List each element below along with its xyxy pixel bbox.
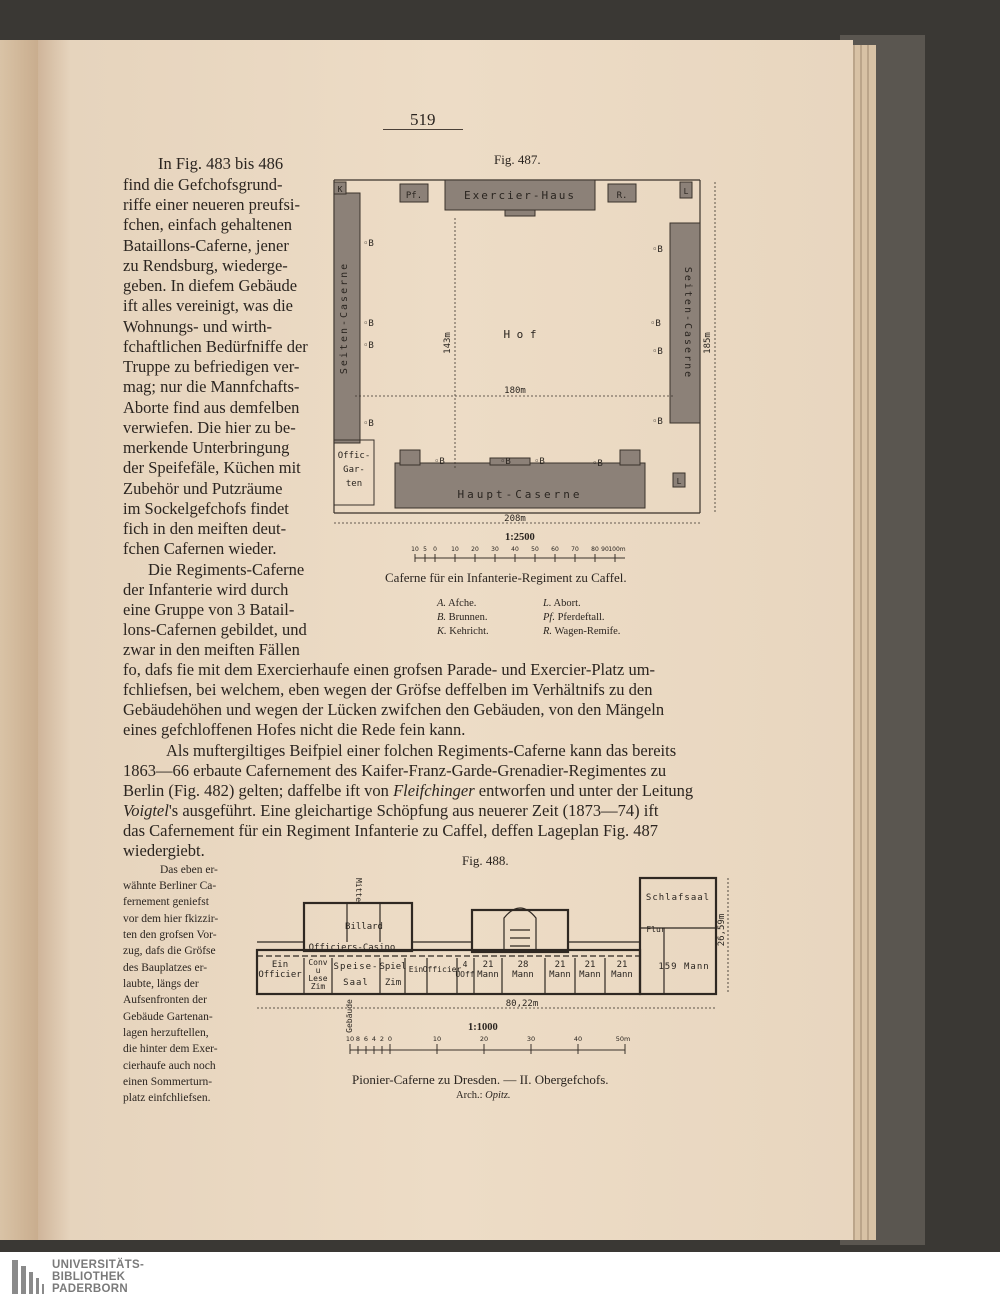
logo-text-line: PADERBORN (52, 1283, 128, 1295)
note-line: vor dem hier fkizzir- (123, 913, 219, 925)
legend-text: Kehricht. (449, 626, 489, 637)
text-span: Berlin (Fig. 482) gelten; daffelbe ift von (123, 781, 394, 800)
brunnen-marker: ◦B (592, 459, 603, 469)
text-line: Aborte find aus demfelben (123, 398, 300, 417)
text-line (123, 781, 693, 801)
figure-487-site-plan (330, 168, 730, 538)
brunnen-marker: ◦B (652, 245, 663, 255)
officier-garten-label: Gar- (343, 465, 365, 475)
room-label-ein-officier: Ein (271, 960, 289, 970)
text-line: Als muftergiltiges Beifpiel einer folchen Regiments-Caferne kann das bereits (166, 741, 677, 760)
l-label: L (683, 187, 689, 196)
legend-item (437, 612, 487, 623)
text-line: zu Rendsburg, wiederge- (123, 256, 288, 275)
figure-488-scale-label: 1:1000 (468, 1022, 498, 1033)
figure-487-scale-label: 1:2500 (505, 532, 535, 543)
library-logo-icon (10, 1258, 48, 1296)
text-line: geben. In diefem Gebäude (123, 276, 298, 295)
legend-key: K. (437, 626, 447, 637)
room-label-4-uoff: 4 (462, 960, 468, 969)
legend-key: B. (437, 612, 447, 623)
text-line: der Infanterie wird durch (123, 580, 289, 599)
note-line: Das eben er- (160, 864, 218, 876)
scale-tick-label: 10 (345, 1035, 355, 1043)
text-line: Bataillons-Caferne, jener (123, 236, 289, 255)
room-label-ein-officier-2: Ein (408, 965, 424, 974)
text-line: fchen Cafernen wieder. (123, 539, 277, 558)
note-line: des Bauplatzes er- (123, 962, 208, 974)
room-label-schlafsaal: Schlafsaal (645, 893, 711, 903)
scale-tick-label: 4 (371, 1035, 377, 1043)
k-label: K (337, 185, 343, 194)
text-line: fo, dafs fie mit dem Exercierhaufe einen grofsen Parade- und Exercier-Platz um- (123, 660, 656, 679)
text-line: fchaftlichen Bedürfniffe der (123, 337, 308, 356)
note-line: platz einfchliefsen. (123, 1092, 211, 1104)
room-label-conv-lese: Conv (308, 958, 328, 967)
dim-185-label: 185m (703, 332, 713, 354)
legend-text: Brunnen. (448, 612, 488, 623)
room-label-officiers-casino: Officiers-Casino (308, 943, 396, 953)
legend-text: Pferdeftall. (557, 612, 605, 623)
note-line: ten den grofsen Vor- (123, 929, 217, 941)
legend-key: A. (437, 598, 447, 609)
figure-487-caption: Caferne für ein Infanterie-Regiment zu Caffel. (385, 570, 627, 585)
dim-height-label: 26,59m (717, 913, 727, 947)
text-line: ift alles vereinigt, was die (123, 296, 293, 315)
scale-tick-label: 70 (571, 546, 579, 553)
note-line: einen Sommerturn- (123, 1076, 213, 1088)
scale-tick-label: 50 (531, 546, 539, 553)
text-line: fich in den meiften deut- (123, 519, 287, 538)
room-label-conv-lese: Lese (308, 974, 328, 983)
room-label-mitte: Mitte (354, 877, 363, 903)
brunnen-marker: ◦B (652, 417, 663, 427)
room-label-speise-saal: Saal (343, 978, 369, 988)
figure-488-architect (456, 1090, 511, 1101)
scale-tick-label: 80 (591, 546, 599, 553)
text-line: In Fig. 483 bis 486 (158, 154, 284, 173)
scale-tick-label: 10 (411, 546, 419, 553)
brunnen-marker: ◦B (363, 319, 374, 329)
text-line: find die Gefchofsgrund- (123, 175, 283, 194)
room-label-21-mann: 21 (554, 960, 566, 970)
logo-text-line: BIBLIOTHEK (52, 1271, 126, 1283)
note-line: lagen herzuftellen, (123, 1027, 209, 1039)
scale-tick-label: 20 (479, 1035, 489, 1043)
scale-tick-label: 8 (355, 1035, 361, 1043)
text-line: 1863—66 erbaute Cafernement des Kaifer-Franz-Garde-Grenadier-Regimentes zu (123, 761, 667, 780)
brunnen-marker: ◦B (652, 347, 663, 357)
room-label-28-mann: Mann (512, 970, 534, 980)
footer-bar (0, 1252, 1000, 1302)
scale-tick-label: 10 (432, 1035, 442, 1043)
scale-tick-label: 100m (608, 546, 626, 553)
room-label-21-mann: Mann (477, 970, 499, 980)
dim-width-label: 80,22m (505, 999, 539, 1009)
text-line: fchen, einfach gehaltenen (123, 215, 293, 234)
figure-487-scale-bar (410, 542, 630, 564)
page-number: 519 (410, 110, 436, 129)
text-line: fchliefsen, bei welchem, eben wegen der Gröfse deffelben im Verhältnifs zu den (123, 680, 653, 699)
text-span: entworfen und unter der Leitung (474, 781, 694, 800)
seiten-caserne-right-label: Seiten-Caserne (682, 266, 693, 380)
room-label-spiel-zim: Spiel (379, 962, 407, 972)
figure-488-label: Fig. 488. (462, 853, 509, 868)
room-label-21-mann: 21 (584, 960, 596, 970)
scale-tick-label: 50m (615, 1035, 631, 1043)
note-line: laubte, längs der (123, 978, 199, 990)
room-label-ein-officier: Officier (258, 970, 302, 980)
scale-tick-label: 0 (387, 1035, 393, 1043)
hof-label: H o f (503, 328, 537, 341)
note-line: fernement geniefst (123, 896, 209, 908)
brunnen-marker: ◦B (534, 457, 545, 467)
room-label-spiel-zim: Zim (384, 978, 402, 988)
officier-garten-label: ten (345, 479, 363, 489)
room-label-ein-officier-2: Officier (422, 965, 462, 974)
room-label-21-mann: 21 (482, 960, 494, 970)
text-line: wiedergiebt. (123, 841, 205, 860)
room-label-159-mann: 159 Mann (658, 962, 710, 972)
dim-143-label: 143m (443, 332, 453, 354)
figure-488-scale-bar (345, 1032, 635, 1056)
text-line: im Sockelgefchofs findet (123, 499, 289, 518)
figure-488-floor-plan (252, 868, 742, 1038)
dim-180-label: 180m (504, 386, 526, 396)
exercier-haus-label: Exercier-Haus (463, 189, 577, 202)
legend-item (543, 598, 581, 609)
room-label-21-mann: Mann (579, 970, 601, 980)
text-line: Die Regiments-Caferne (148, 560, 305, 579)
room-label-flur: Flur (646, 925, 666, 934)
text-line: Gebäudehöhen und wegen der Lücken zwifchen den Gebäuden, von den Mängeln (123, 700, 665, 719)
brunnen-marker: ◦B (500, 457, 511, 467)
brunnen-marker: ◦B (363, 341, 374, 351)
room-label-billard: Billard (345, 922, 383, 932)
legend-key: R. (543, 626, 553, 637)
text-line: verwiefen. Die hier zu be- (123, 418, 296, 437)
note-line: Aufsenfronten der (123, 994, 207, 1006)
legend-item (437, 598, 476, 609)
legend-key: Pf. (543, 612, 555, 623)
seiten-caserne-left-label: Seiten-Caserne (339, 261, 350, 375)
room-label-21-mann: Mann (611, 970, 633, 980)
page-number-rule (383, 129, 463, 130)
text-line: lons-Cafernen gebildet, und (123, 620, 307, 639)
text-line: der Speifefäle, Küchen mit (123, 458, 301, 477)
scale-tick-label: 60 (551, 546, 559, 553)
scale-tick-label: 40 (573, 1035, 583, 1043)
note-line: Gebäude Gartenan- (123, 1011, 213, 1023)
scale-tick-label: 2 (379, 1035, 385, 1043)
figure-488-caption: Pionier-Caferne zu Dresden. — II. Obergefchofs. (352, 1072, 609, 1087)
author-name: Voigtel (123, 801, 169, 820)
text-line: Zubehör und Putzräume (123, 479, 283, 498)
room-label-21-mann: Mann (549, 970, 571, 980)
scale-tick-label: 10 (451, 546, 459, 553)
note-line: wähnte Berliner Ca- (123, 880, 217, 892)
logo-text-line: UNIVERSITÄTS- (52, 1259, 145, 1271)
haupt-caserne-label: Haupt-Caserne (457, 488, 583, 501)
legend-item (543, 626, 620, 637)
dim-208-label: 208m (504, 514, 526, 524)
figure-487-label: Fig. 487. (494, 152, 541, 167)
room-label-28-mann: 28 (517, 960, 529, 970)
scale-tick-label: 40 (511, 546, 519, 553)
text-line (123, 801, 658, 821)
scale-tick-label: 0 (433, 546, 437, 553)
scale-tick-label: 30 (491, 546, 499, 553)
text-line: Wohnungs- und wirth- (123, 317, 272, 336)
note-line: zug, dafs die Gröfse (123, 945, 216, 957)
scale-tick-label: 30 (526, 1035, 536, 1043)
legend-text: Afche. (448, 598, 477, 609)
text-line: eine Gruppe von 3 Batail- (123, 600, 295, 619)
scale-tick-label: 5 (423, 546, 427, 553)
architect-name: Opitz. (485, 1090, 511, 1101)
room-label-speise-saal: Speise- (333, 962, 379, 972)
brunnen-marker: ◦B (363, 239, 374, 249)
scale-tick-label: 90 (601, 546, 609, 553)
author-name: Fleifchinger (393, 781, 475, 800)
scale-tick-label: 20 (471, 546, 479, 553)
text-line: eines gefchloffenen Hofes nicht die Rede fein kann. (123, 720, 466, 739)
text-line: zwar in den meiften Fällen (123, 640, 300, 659)
legend-item (543, 612, 605, 623)
r-label: R. (616, 191, 628, 201)
text-span: 's ausgeführt. Eine gleichartige Schöpfung aus neuerer Zeit (1873—74) ift (168, 801, 659, 820)
legend-text: Wagen-Remife. (554, 626, 621, 637)
text-line: Truppe zu befriedigen ver- (123, 357, 300, 376)
room-label-conv-lese: u (315, 966, 321, 975)
room-label-4-uoff: UOff (455, 970, 475, 979)
architect-prefix: Arch.: (456, 1090, 486, 1101)
text-line: mag; nur die Mannfchafts- (123, 377, 300, 396)
legend-text: Abort. (553, 598, 581, 609)
legend-key: L. (543, 598, 552, 609)
l-label: L (676, 477, 682, 486)
text-line: das Cafernement für ein Regiment Infanterie zu Caffel, deffen Lageplan Fig. 487 (123, 821, 658, 840)
room-label-conv-lese: Zim (310, 982, 326, 991)
brunnen-marker: ◦B (363, 419, 374, 429)
note-line: cierhaufe auch noch (123, 1060, 216, 1072)
room-label-gebaeude: Gebäude (345, 999, 354, 1033)
officier-garten-label: Offic- (337, 451, 371, 461)
text-line: merkende Unterbringung (123, 438, 290, 457)
pf-label: Pf. (405, 191, 423, 201)
note-line: die hinter dem Exer- (123, 1043, 218, 1055)
room-label-21-mann: 21 (616, 960, 628, 970)
legend-item (437, 626, 489, 637)
brunnen-marker: ◦B (434, 457, 445, 467)
brunnen-marker: ◦B (650, 319, 661, 329)
scale-tick-label: 6 (363, 1035, 369, 1043)
text-line: riffe einer neueren preufsi- (123, 195, 300, 214)
